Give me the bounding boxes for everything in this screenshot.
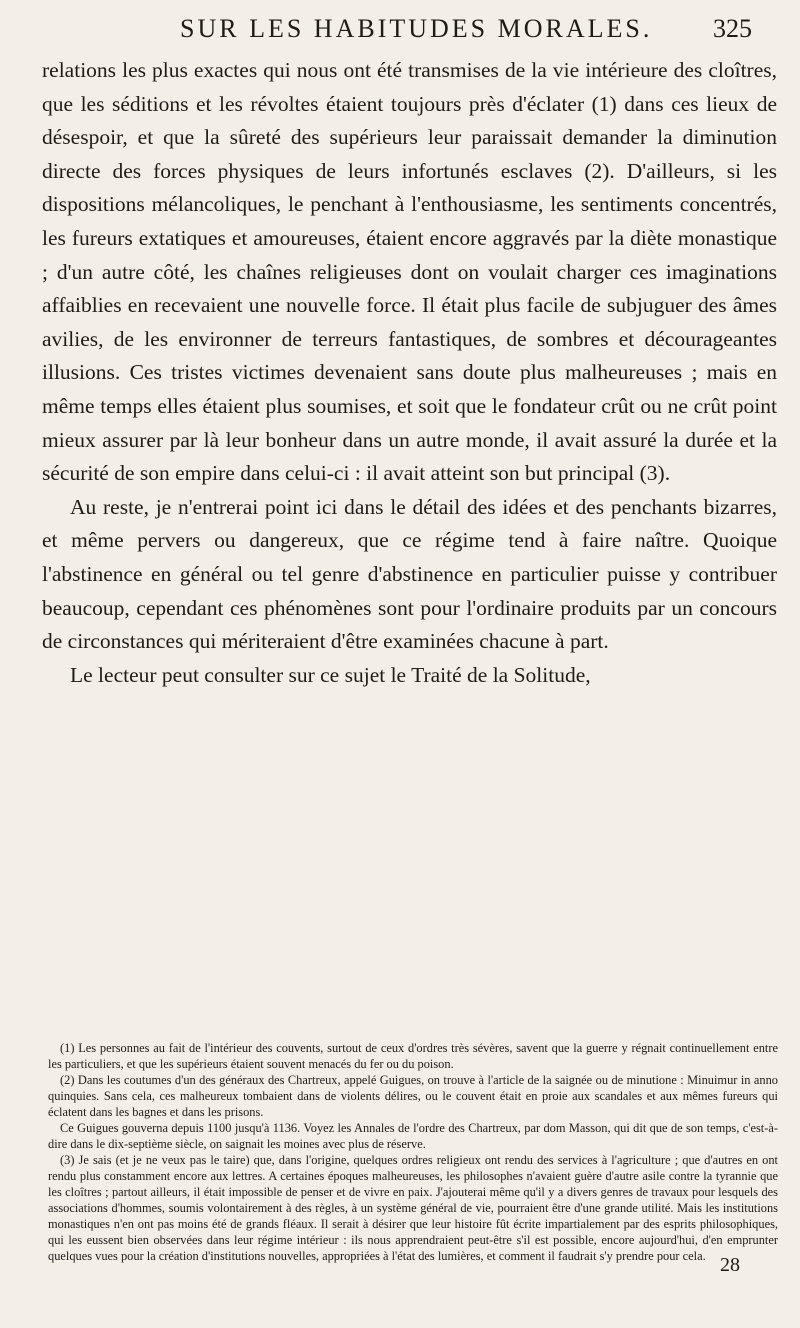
page-number: 325	[713, 14, 752, 43]
footnotes	[48, 1040, 778, 1264]
footnote: (2) Dans les coutumes d'un des généraux des Chartreux, appelé Guigues, on trouve à l'article de la saignée ou de minutione : Minuimur in anno quinquies. Sans cela, ces malheureux tombaient dans de violents délires, ou le couvent était en proie aux scandales et aux mêmes fureurs qui éclatent dans les bagnes et dans les prisons.	[48, 1073, 778, 1119]
footnote: (1) Les personnes au fait de l'intérieur des couvents, surtout de ceux d'ordres très sévères, savent que la guerre y régnait continuellement entre les particuliers, et que les supérieurs étaient souvent menacés du fer ou du poison.	[48, 1041, 778, 1071]
paragraph: Au reste, je n'entrerai point ici dans le détail des idées et des penchants bizarres, et même pervers ou dangereux, que ce régime tend à faire naître. Quoique l'abstinence en général ou tel genre d'abstinence en particulier puisse y contribuer beaucoup, cependant ces phénomènes sont pour l'ordinaire produits par un concours de circonstances qui mériteraient d'être examinées chacune à part.	[42, 494, 777, 654]
main-text	[42, 54, 777, 692]
footnote: (3) Je sais (et je ne veux pas le taire) que, dans l'origine, quelques ordres religieux ont rendu des services à l'agriculture ; que d'autres en ont rendu plus constamment encore aux lettres. A certaines époques malheureuses, les philosophes n'avaient guère d'autre asile contre la tyrannie que les cloîtres ; partout ailleurs, il était impossible de penser et de vivre en paix. J'ajouterai même qu'il y a divers genres de travaux pour lesquels des associations d'hommes, soumis volontairement à des règles, à un système général de vie, pourraient être d'une grande utilité. Mais les institutions monastiques n'en ont pas moins été de grands fléaux. Il serait à désirer que leur histoire fût écrite impartialement par des esprits philosophiques, qui les eussent bien observées dans leur régime intérieur : ils nous apprendraient peut-être s'il est possible, encore aujourd'hui, d'en emprunter quelques vues pour la création d'institutions nouvelles, appropriées à l'état des lumières, et comment il faudrait s'y prendre pour cela.	[48, 1153, 778, 1263]
signature-mark: 28	[720, 1254, 740, 1276]
footnote: Ce Guigues gouverna depuis 1100 jusqu'à 1136. Voyez les Annales de l'ordre des Chartreux, par dom Masson, qui dit que de son temps, c'est-à-dire dans le dix-septième siècle, on saignait les moines avec plus de réserve.	[48, 1121, 778, 1151]
paragraph: Le lecteur peut consulter sur ce sujet le Traité de la Solitude,	[70, 662, 591, 687]
running-header	[150, 14, 790, 54]
paragraph: relations les plus exactes qui nous ont été transmises de la vie intérieure des cloîtres, que les séditions et les révoltes étaient toujours près d'éclater (1) dans ces lieux de désespoir, et que la sûreté des supérieurs leur paraissait demander la diminution directe des forces physiques de leurs infortunés esclaves (2). D'ailleurs, si les dispositions mélancoliques, le penchant à l'enthousiasme, les sentiments concentrés, les fureurs extatiques et amoureuses, étaient encore aggravés par la diète monastique ; d'un autre côté, les chaînes religieuses dont on voulait charger ces imaginations affaiblies en recevaient une nouvelle force. Il était plus facile de subjuguer des âmes avilies, de les environner de terreurs fantastiques, de sombres et décourageantes illusions. Ces tristes victimes devenaient sans doute plus malheureuses ; mais en même temps elles étaient plus soumises, et soit que le fondateur crût ou ne crût point mieux assurer par là leur bonheur dans un autre monde, il avait assuré la durée et la sécurité de son empire dans celui-ci : il avait atteint son but principal (3).	[42, 58, 777, 486]
running-title: SUR LES HABITUDES MORALES.	[180, 14, 653, 43]
